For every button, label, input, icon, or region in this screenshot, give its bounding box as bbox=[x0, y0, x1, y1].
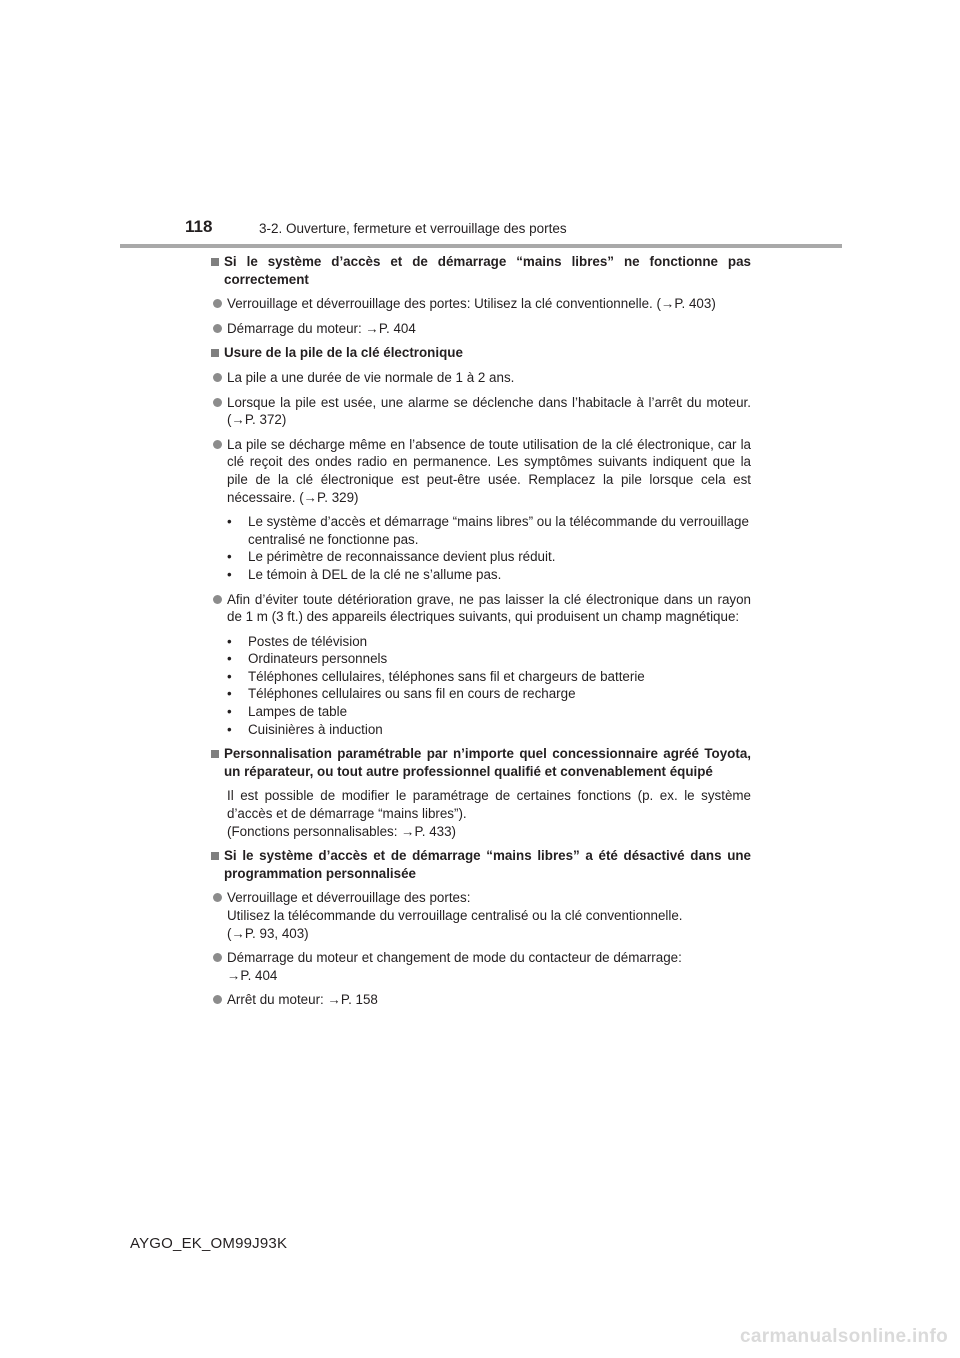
list-item-reference: (→P. 93, 403) bbox=[227, 925, 309, 941]
list-item-text: La pile se décharge même en l’absence de toute utilisation de la clé électronique, car la clé reçoit des ondes radio en permanence. Les symptômes suivants indiquent que la pile de la clé électronique est peut-être usée. Remplacez la pile lorsque cela est nécessaire. (→P. 329) bbox=[227, 436, 751, 505]
list-item bbox=[211, 591, 751, 626]
section-heading bbox=[211, 745, 751, 780]
device-item bbox=[227, 633, 751, 651]
device-item bbox=[227, 650, 751, 668]
round-bullet-icon bbox=[213, 324, 222, 333]
list-item-text: Arrêt du moteur: →P. 158 bbox=[227, 992, 378, 1008]
list-item bbox=[211, 369, 751, 387]
list-item bbox=[211, 991, 751, 1009]
symptom-text: Le périmètre de reconnaissance devient plus réduit. bbox=[248, 549, 556, 565]
device-text: Téléphones cellulaires ou sans fil en cours de recharge bbox=[248, 686, 576, 702]
round-bullet-icon bbox=[213, 953, 222, 962]
symptom-text: Le système d’accès et démarrage “mains libres” ou la télécommande du verrouillage centralisé ne fonctionne pas. bbox=[248, 514, 749, 547]
bullet-dot: • bbox=[227, 721, 232, 737]
round-bullet-icon bbox=[213, 595, 222, 604]
square-bullet-icon bbox=[211, 852, 219, 860]
list-item-text: Démarrage du moteur et changement de mode du contacteur de démarrage: bbox=[227, 950, 682, 966]
list-item bbox=[211, 320, 751, 338]
symptom-list bbox=[211, 513, 751, 583]
bullet-dot: • bbox=[227, 686, 232, 702]
round-bullet-icon bbox=[213, 398, 222, 407]
section-heading bbox=[211, 847, 751, 882]
list-item bbox=[211, 949, 751, 984]
device-item bbox=[227, 721, 751, 739]
bullet-dot: • bbox=[227, 668, 232, 684]
round-bullet-icon bbox=[213, 995, 222, 1004]
device-text: Cuisinières à induction bbox=[248, 721, 383, 737]
list-item bbox=[211, 436, 751, 506]
section-heading-text: Usure de la pile de la clé électronique bbox=[224, 345, 463, 361]
list-item-text: Utilisez la télécommande du verrouillage centralisé ou la clé conventionnelle. bbox=[227, 908, 683, 923]
bullet-dot: • bbox=[227, 704, 232, 720]
device-text: Postes de télévision bbox=[248, 633, 368, 649]
symptom-item bbox=[227, 548, 751, 566]
list-item-reference: →P. 404 bbox=[227, 967, 278, 983]
list-item-text: Verrouillage et déverrouillage des portes: Utilisez la clé conventionnelle. (→P. 403) bbox=[227, 296, 716, 312]
device-item bbox=[227, 668, 751, 686]
section-heading bbox=[211, 344, 751, 362]
round-bullet-icon bbox=[213, 373, 222, 382]
paragraph-text: Il est possible de modifier le paramétrage de certaines fonctions (p. ex. le système d’accès et de démarrage “mains libres”). bbox=[227, 788, 751, 822]
device-text: Lampes de table bbox=[248, 704, 348, 720]
section-heading bbox=[211, 253, 751, 288]
device-text: Ordinateurs personnels bbox=[248, 651, 388, 667]
paragraph-reference: (Fonctions personnalisables: →P. 433) bbox=[227, 823, 457, 839]
list-item-text: Lorsque la pile est usée, une alarme se déclenche dans l’habitacle à l’arrêt du moteur. (→P. 372) bbox=[227, 394, 751, 428]
watermark: carmanualsonline.info bbox=[740, 1326, 948, 1347]
round-bullet-icon bbox=[213, 440, 222, 449]
device-item bbox=[227, 703, 751, 721]
bullet-dot: • bbox=[227, 566, 232, 582]
symptom-item bbox=[227, 566, 751, 584]
square-bullet-icon bbox=[211, 750, 219, 758]
device-item bbox=[227, 685, 751, 703]
list-item-text: Verrouillage et déverrouillage des portes: bbox=[227, 890, 471, 906]
square-bullet-icon bbox=[211, 349, 219, 357]
bullet-dot: • bbox=[227, 549, 232, 565]
list-item bbox=[211, 295, 751, 313]
list-item-text: Démarrage du moteur: →P. 404 bbox=[227, 320, 416, 336]
section-heading-text: Personnalisation paramétrable par n’importe quel concessionnaire agréé Toyota, un réparateur, ou tout autre professionnel qualifié et convenablement équipé bbox=[224, 746, 751, 779]
document-code: AYGO_EK_OM99J93K bbox=[130, 1235, 288, 1252]
paragraph bbox=[211, 787, 751, 840]
chapter-title: 3-2. Ouverture, fermeture et verrouillage des portes bbox=[259, 221, 567, 236]
bullet-dot: • bbox=[227, 514, 232, 530]
list-item bbox=[211, 889, 751, 942]
square-bullet-icon bbox=[211, 258, 219, 266]
device-list bbox=[211, 633, 751, 739]
page-number: 118 bbox=[185, 217, 213, 236]
list-item-text: Afin d’éviter toute détérioration grave, ne pas laisser la clé électronique dans un rayon de 1 m (3 ft.) des appareils électriques suivants, qui produisent un champ magnétique: bbox=[227, 591, 751, 625]
section-heading-text: Si le système d’accès et de démarrage “mains libres” a été désactivé dans une programmation personnalisée bbox=[224, 848, 751, 881]
header-rule bbox=[120, 244, 842, 248]
symptom-item bbox=[227, 513, 751, 548]
section-heading-text: Si le système d’accès et de démarrage “mains libres” ne fonctionne pas correctement bbox=[224, 254, 751, 287]
page-content bbox=[211, 253, 751, 1016]
symptom-text: Le témoin à DEL de la clé ne s’allume pas. bbox=[248, 566, 502, 582]
bullet-dot: • bbox=[227, 633, 232, 649]
bullet-dot: • bbox=[227, 651, 232, 667]
round-bullet-icon bbox=[213, 299, 222, 308]
list-item-text: La pile a une durée de vie normale de 1 à 2 ans. bbox=[227, 369, 515, 385]
round-bullet-icon bbox=[213, 893, 222, 902]
device-text: Téléphones cellulaires, téléphones sans fil et chargeurs de batterie bbox=[248, 668, 645, 684]
list-item bbox=[211, 394, 751, 429]
